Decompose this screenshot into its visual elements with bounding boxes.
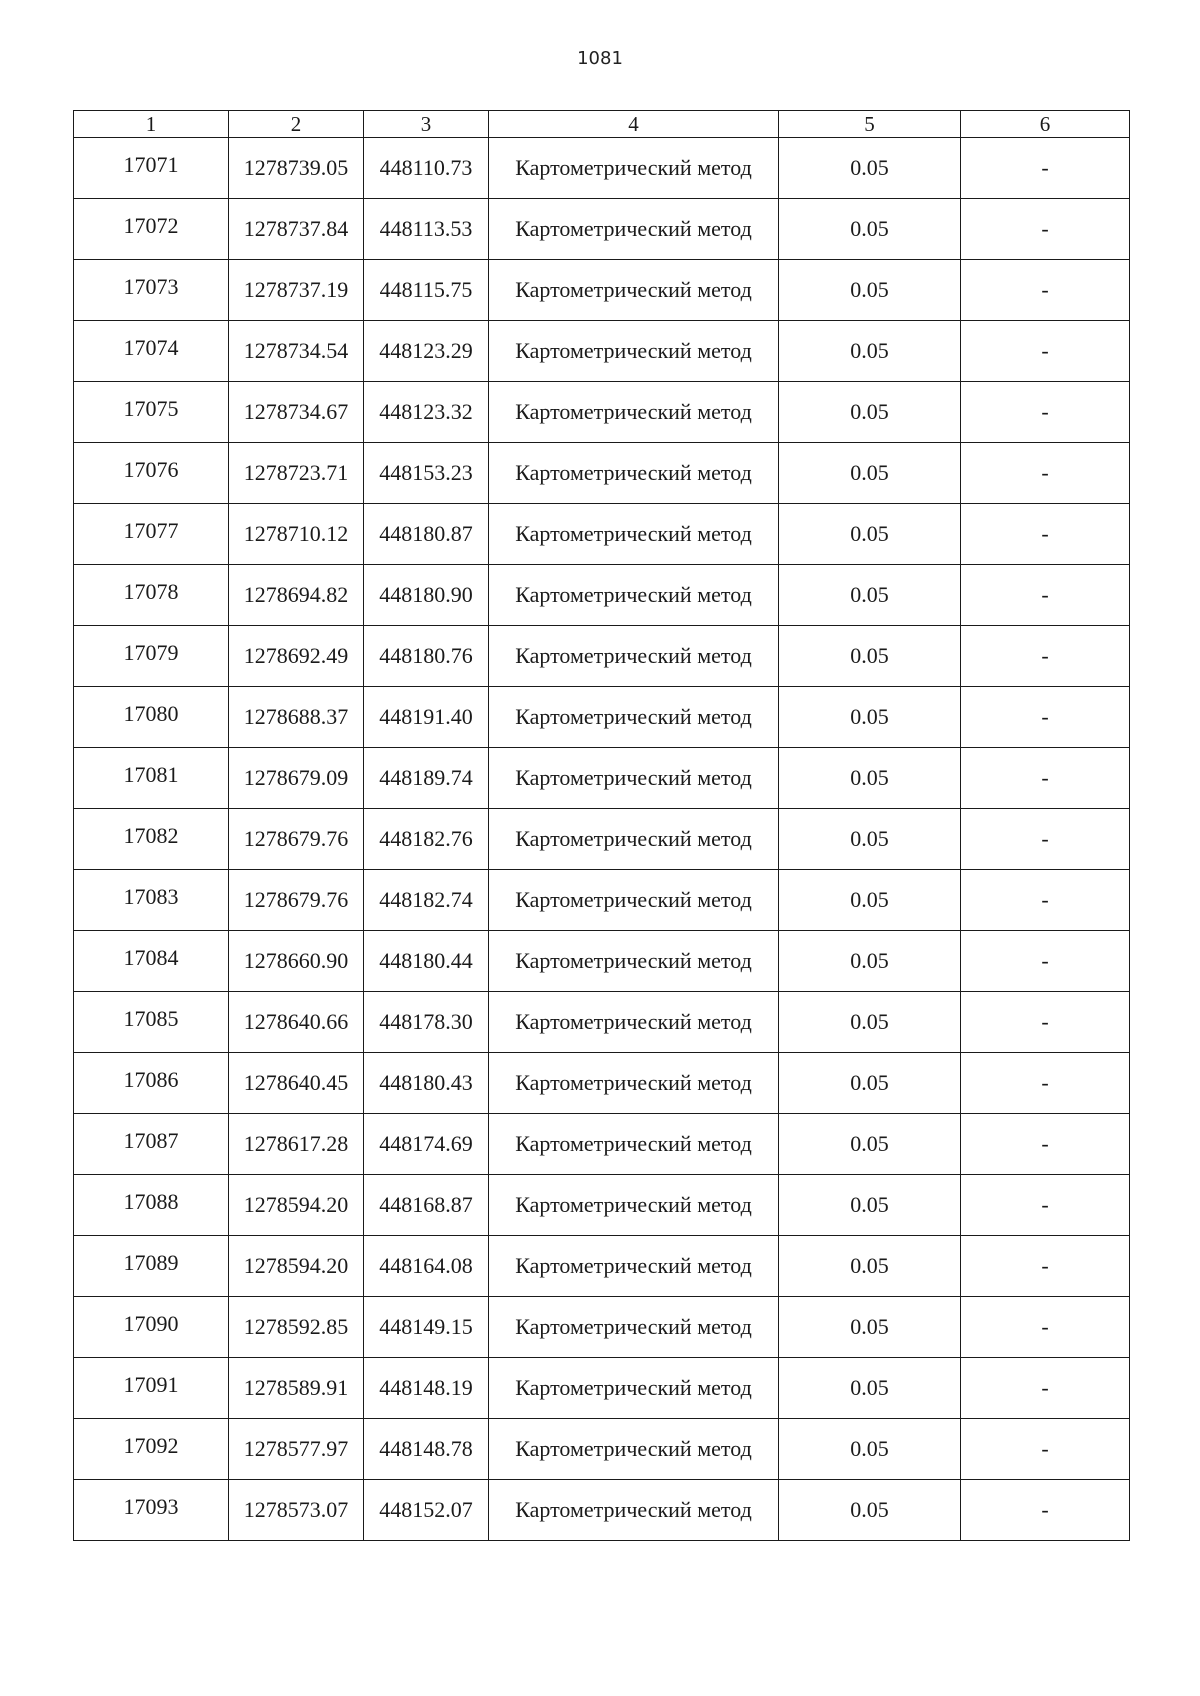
point-number-cell: 17076 [74,443,229,504]
table-row [74,443,1130,504]
point-number-cell: 17089 [74,1236,229,1297]
x-coordinate-cell: 1278737.19 [229,260,364,321]
method-cell: Картометрический метод [489,1480,779,1541]
x-coordinate-cell: 1278710.12 [229,504,364,565]
table-row [74,199,1130,260]
point-number-cell: 17081 [74,748,229,809]
y-coordinate-cell: 448113.53 [364,199,489,260]
accuracy-cell: 0.05 [779,1419,961,1480]
x-coordinate-cell: 1278594.20 [229,1175,364,1236]
x-coordinate-cell: 1278640.66 [229,992,364,1053]
x-coordinate-cell: 1278640.45 [229,1053,364,1114]
point-number-cell: 17083 [74,870,229,931]
point-number-cell: 17087 [74,1114,229,1175]
accuracy-cell: 0.05 [779,687,961,748]
table-row [74,1358,1130,1419]
accuracy-cell: 0.05 [779,1053,961,1114]
method-cell: Картометрический метод [489,443,779,504]
table-row [74,1175,1130,1236]
point-number-cell: 17072 [74,199,229,260]
y-coordinate-cell: 448191.40 [364,687,489,748]
note-cell: - [961,1114,1130,1175]
accuracy-cell: 0.05 [779,321,961,382]
accuracy-cell: 0.05 [779,1236,961,1297]
y-coordinate-cell: 448180.90 [364,565,489,626]
accuracy-cell: 0.05 [779,992,961,1053]
point-number-cell: 17074 [74,321,229,382]
table-row [74,260,1130,321]
accuracy-cell: 0.05 [779,1480,961,1541]
table-row [74,626,1130,687]
accuracy-cell: 0.05 [779,870,961,931]
table-row [74,138,1130,199]
table-row [74,321,1130,382]
y-coordinate-cell: 448164.08 [364,1236,489,1297]
accuracy-cell: 0.05 [779,565,961,626]
y-coordinate-cell: 448148.78 [364,1419,489,1480]
method-cell: Картометрический метод [489,138,779,199]
x-coordinate-cell: 1278577.97 [229,1419,364,1480]
note-cell: - [961,1480,1130,1541]
table-row [74,565,1130,626]
table-row [74,748,1130,809]
column-header: 6 [961,111,1130,138]
method-cell: Картометрический метод [489,1053,779,1114]
y-coordinate-cell: 448110.73 [364,138,489,199]
note-cell: - [961,1419,1130,1480]
table-row [74,870,1130,931]
note-cell: - [961,748,1130,809]
table-row [74,1297,1130,1358]
table-row [74,1480,1130,1541]
note-cell: - [961,138,1130,199]
note-cell: - [961,1236,1130,1297]
column-header: 2 [229,111,364,138]
column-header: 3 [364,111,489,138]
table-body [74,138,1130,1541]
y-coordinate-cell: 448178.30 [364,992,489,1053]
point-number-cell: 17073 [74,260,229,321]
y-coordinate-cell: 448153.23 [364,443,489,504]
column-header: 1 [74,111,229,138]
x-coordinate-cell: 1278679.76 [229,870,364,931]
method-cell: Картометрический метод [489,870,779,931]
x-coordinate-cell: 1278573.07 [229,1480,364,1541]
table-row [74,1053,1130,1114]
note-cell: - [961,992,1130,1053]
y-coordinate-cell: 448123.29 [364,321,489,382]
accuracy-cell: 0.05 [779,443,961,504]
note-cell: - [961,931,1130,992]
table-row [74,992,1130,1053]
y-coordinate-cell: 448189.74 [364,748,489,809]
table-row [74,1236,1130,1297]
note-cell: - [961,382,1130,443]
x-coordinate-cell: 1278679.09 [229,748,364,809]
accuracy-cell: 0.05 [779,1114,961,1175]
point-number-cell: 17078 [74,565,229,626]
point-number-cell: 17088 [74,1175,229,1236]
method-cell: Картометрический метод [489,1358,779,1419]
point-number-cell: 17077 [74,504,229,565]
y-coordinate-cell: 448123.32 [364,382,489,443]
method-cell: Картометрический метод [489,321,779,382]
point-number-cell: 17092 [74,1419,229,1480]
x-coordinate-cell: 1278723.71 [229,443,364,504]
y-coordinate-cell: 448148.19 [364,1358,489,1419]
x-coordinate-cell: 1278617.28 [229,1114,364,1175]
point-number-cell: 17071 [74,138,229,199]
note-cell: - [961,626,1130,687]
method-cell: Картометрический метод [489,199,779,260]
page-number: 1081 [577,48,623,69]
note-cell: - [961,321,1130,382]
table-row [74,687,1130,748]
method-cell: Картометрический метод [489,1236,779,1297]
point-number-cell: 17079 [74,626,229,687]
y-coordinate-cell: 448180.76 [364,626,489,687]
column-header: 5 [779,111,961,138]
x-coordinate-cell: 1278679.76 [229,809,364,870]
method-cell: Картометрический метод [489,1175,779,1236]
y-coordinate-cell: 448174.69 [364,1114,489,1175]
y-coordinate-cell: 448182.74 [364,870,489,931]
note-cell: - [961,565,1130,626]
x-coordinate-cell: 1278692.49 [229,626,364,687]
note-cell: - [961,199,1130,260]
method-cell: Картометрический метод [489,260,779,321]
point-number-cell: 17082 [74,809,229,870]
note-cell: - [961,687,1130,748]
note-cell: - [961,260,1130,321]
accuracy-cell: 0.05 [779,1297,961,1358]
point-number-cell: 17085 [74,992,229,1053]
accuracy-cell: 0.05 [779,1358,961,1419]
point-number-cell: 17075 [74,382,229,443]
method-cell: Картометрический метод [489,504,779,565]
point-number-cell: 17090 [74,1297,229,1358]
table-row [74,931,1130,992]
note-cell: - [961,870,1130,931]
column-header: 4 [489,111,779,138]
accuracy-cell: 0.05 [779,931,961,992]
method-cell: Картометрический метод [489,809,779,870]
method-cell: Картометрический метод [489,1419,779,1480]
table-row [74,382,1130,443]
point-number-cell: 17093 [74,1480,229,1541]
method-cell: Картометрический метод [489,626,779,687]
y-coordinate-cell: 448168.87 [364,1175,489,1236]
method-cell: Картометрический метод [489,565,779,626]
note-cell: - [961,809,1130,870]
point-number-cell: 17086 [74,1053,229,1114]
point-number-cell: 17084 [74,931,229,992]
accuracy-cell: 0.05 [779,748,961,809]
x-coordinate-cell: 1278660.90 [229,931,364,992]
x-coordinate-cell: 1278734.54 [229,321,364,382]
x-coordinate-cell: 1278592.85 [229,1297,364,1358]
x-coordinate-cell: 1278739.05 [229,138,364,199]
method-cell: Картометрический метод [489,1114,779,1175]
table-header-row [74,111,1130,138]
method-cell: Картометрический метод [489,1297,779,1358]
accuracy-cell: 0.05 [779,626,961,687]
method-cell: Картометрический метод [489,992,779,1053]
x-coordinate-cell: 1278734.67 [229,382,364,443]
method-cell: Картометрический метод [489,382,779,443]
accuracy-cell: 0.05 [779,260,961,321]
note-cell: - [961,1175,1130,1236]
method-cell: Картометрический метод [489,687,779,748]
point-number-cell: 17080 [74,687,229,748]
accuracy-cell: 0.05 [779,199,961,260]
y-coordinate-cell: 448149.15 [364,1297,489,1358]
accuracy-cell: 0.05 [779,504,961,565]
x-coordinate-cell: 1278694.82 [229,565,364,626]
y-coordinate-cell: 448152.07 [364,1480,489,1541]
table-row [74,1419,1130,1480]
x-coordinate-cell: 1278688.37 [229,687,364,748]
table-row [74,1114,1130,1175]
y-coordinate-cell: 448180.44 [364,931,489,992]
point-number-cell: 17091 [74,1358,229,1419]
accuracy-cell: 0.05 [779,138,961,199]
x-coordinate-cell: 1278737.84 [229,199,364,260]
y-coordinate-cell: 448115.75 [364,260,489,321]
table-row [74,809,1130,870]
note-cell: - [961,1358,1130,1419]
coordinates-table [73,110,1130,1541]
x-coordinate-cell: 1278594.20 [229,1236,364,1297]
y-coordinate-cell: 448180.43 [364,1053,489,1114]
method-cell: Картометрический метод [489,931,779,992]
table-row [74,504,1130,565]
x-coordinate-cell: 1278589.91 [229,1358,364,1419]
note-cell: - [961,1297,1130,1358]
y-coordinate-cell: 448180.87 [364,504,489,565]
accuracy-cell: 0.05 [779,382,961,443]
note-cell: - [961,504,1130,565]
y-coordinate-cell: 448182.76 [364,809,489,870]
accuracy-cell: 0.05 [779,809,961,870]
note-cell: - [961,1053,1130,1114]
method-cell: Картометрический метод [489,748,779,809]
note-cell: - [961,443,1130,504]
accuracy-cell: 0.05 [779,1175,961,1236]
